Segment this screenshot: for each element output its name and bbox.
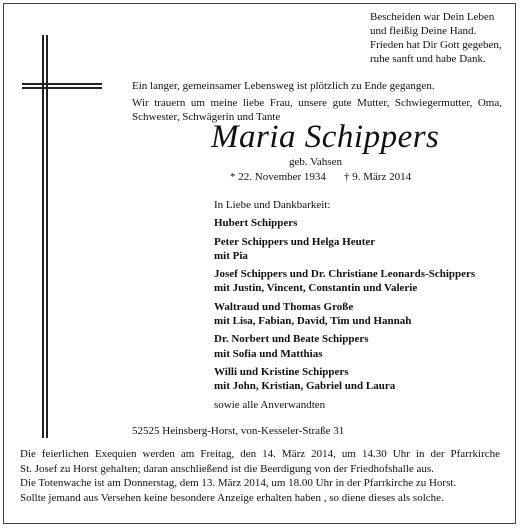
life-dates [230,171,411,183]
mourner-line: Willi und Kristine Schippers [214,365,349,378]
poem-line: Bescheiden war Dein Leben [370,11,495,23]
mourner-group [214,365,475,394]
mourner-group [214,216,475,230]
mourners-closing: sowie alle Anverwandten [214,398,326,411]
mourner-group [214,267,475,296]
birth-date: * 22. November 1934 [230,171,326,183]
poem-line: ruhe sanft und habe Dank. [370,53,486,65]
mourner-group [214,235,475,264]
birth-name: geb. Vahsen [289,156,342,168]
mourner-group [214,332,475,361]
mourner-line: mit Lisa, Fabian, David, Tim und Hannah [214,315,412,328]
mourner-line: mit Justin, Vincent, Constantin und Valerie [214,282,418,295]
funeral-details [20,447,500,505]
footer-line: St. Josef zu Horst gehalten; daran anschließend ist die Beerdigung von der Friedhofshalle aus. [20,462,434,475]
mourner-line: Dr. Norbert und Beate Schippers [214,333,369,346]
footer-line: Sollte jemand aus Versehen keine besondere Anzeige erhalten haben , so diene dieses als solche. [20,491,444,504]
mourner-group [214,300,475,329]
footer-line: Die Totenwache ist am Donnerstag, dem 13. März 2014, um 18.00 Uhr in der Pfarrkirche zu Horst. [20,477,457,489]
intro-line: Ein langer, gemeinsamer Lebensweg ist plötzlich zu Ende gegangen. [132,80,435,92]
poem-line: und fleißig Deine Hand. [370,25,477,37]
intro-text [132,79,502,125]
mourner-line: mit John, Kristian, Gabriel und Laura [214,380,396,393]
mourner-line: Waltraud und Thomas Große [214,300,354,313]
intro-line: Wir trauern um meine liebe Frau, unsere gute Mutter, Schwiegermutter, Oma, [132,96,502,109]
mourner-line: Josef Schippers und Dr. Christiane Leonards-Schippers [214,268,476,281]
footer-line: Die feierlichen Exequien werden am Freitag, den 14. März 2014, um 14.30 Uhr in der Pfarrkirche [20,448,500,460]
address: 52525 Heinsberg-Horst, von-Kesseler-Straße 31 [132,425,345,437]
mourner-line: mit Sofia und Matthias [214,347,323,360]
mourners-heading: In Liebe und Dankbarkeit: [214,199,331,211]
deceased-name: Maria Schippers [211,119,440,155]
death-date: † 9. März 2014 [343,171,412,183]
poem-line: Frieden hat Dir Gott gegeben, [370,39,502,51]
mourner-line: Hubert Schippers [214,217,298,230]
poem [370,10,502,66]
mourner-line: mit Pia [214,249,248,262]
mourners-list [214,198,475,412]
mourner-line: Peter Schippers und Helga Heuter [214,235,376,248]
intro-line: Schwester, Schwägerin und Tante [132,111,281,123]
